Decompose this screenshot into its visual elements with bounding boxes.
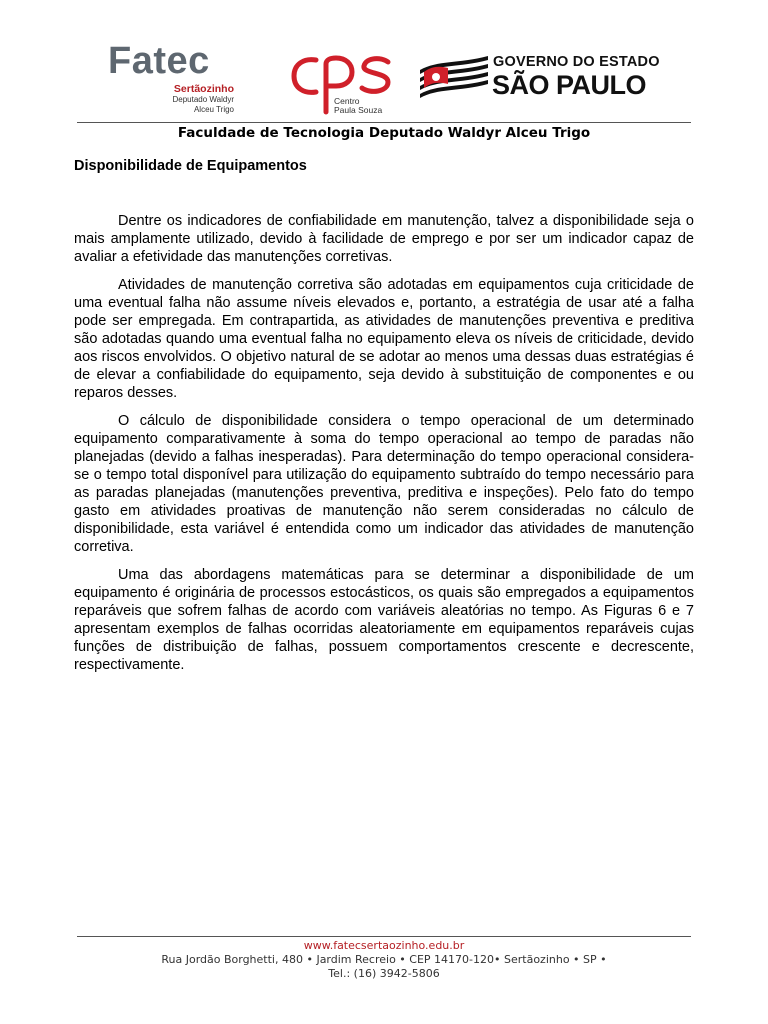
footer-website-link[interactable]: www.fatecsertaozinho.edu.br: [303, 939, 465, 952]
government-line1: GOVERNO DO ESTADO: [493, 54, 660, 70]
fatec-logo-wordmark: Fatec: [108, 40, 210, 82]
footer-divider: [77, 936, 691, 937]
fatec-logo: [108, 42, 238, 118]
government-line2: SÃO PAULO: [492, 70, 647, 100]
institution-name: Faculdade de Tecnologia Deputado Waldyr Alceu Trigo: [177, 125, 591, 141]
fatec-city: Sertãozinho: [173, 83, 234, 95]
paragraph: O cálculo de disponibilidade considera o tempo operacional de um determinado equipamento comparativamente à soma do tempo operacional ao tempo de paradas não planejadas (devido a falhas inesperadas). Para determinação do tempo operacional considera-se o tempo total disponível para utilização do equipamento subtraído do tempo necessário para as paradas planejadas (manutenções preventiva, preditiva e inspeções). Pelo fato do tempo gasto em atividades proativas de manutenção não serem consideradas no cálculo de disponibilidade, esta variável é entendida como um indicador das atividades de manutenção corretiva.: [74, 413, 694, 555]
cps-logo: [290, 52, 400, 118]
footer-phone: Tel.: (16) 3942-5806: [328, 967, 440, 980]
page-footer: [0, 939, 768, 981]
cps-line2: Paula Souza: [334, 105, 383, 115]
footer-address: Rua Jordão Borghetti, 480 • Jardim Recreio • CEP 14170-120• Sertãozinho • SP •: [161, 953, 607, 966]
fatec-honoree-line1: Deputado Waldyr: [172, 95, 234, 104]
sao-paulo-flag-icon: [418, 50, 490, 106]
document-body: [74, 212, 694, 684]
paragraph: Atividades de manutenção corretiva são adotadas em equipamentos cuja criticidade de uma eventual falha não assume níveis elevados e, portanto, a estratégia de usar até a falha pode ser empregada. Em contrapartida, as atividades de manutenções preventiva e preditiva são adotadas quando uma eventual falha no equipamento eleva os níveis de criticidade, devido aos riscos envolvidos. O objetivo natural de se adotar ao menos uma dessas duas estratégias é de elevar a confiabilidade do equipamento, seja devido à substituição de componentes e ou reparos desses.: [74, 277, 694, 401]
header-divider: [77, 122, 691, 123]
paragraph: Uma das abordagens matemáticas para se determinar a disponibilidade de um equipamento é originária de processos estocásticos, os quais são empregados a equipamentos reparáveis que sofrem falhas de acordo com variáveis aleatórias no tempo. As Figuras 6 e 7 apresentam exemplos de falhas ocorridas aleatoriamente em equipamentos reparáveis cujas funções de distribuição de falhas, possuem comportamentos crescente e decrescente, respectivamente.: [74, 567, 694, 673]
cps-logo-text: [334, 97, 382, 115]
cps-line1: Centro: [334, 96, 360, 106]
paragraph: Dentre os indicadores de confiabilidade em manutenção, talvez a disponibilidade seja o mais amplamente utilizado, devido à facilidade de emprego e por ser um indicador capaz de avaliar a efetividade das manutenções corretivas.: [74, 213, 694, 265]
fatec-logo-subtitle: [154, 83, 234, 115]
document-title: Disponibilidade de Equipamentos: [74, 158, 307, 174]
fatec-honoree-line2: Alceu Trigo: [193, 105, 234, 114]
sao-paulo-government-logo: [418, 50, 663, 106]
